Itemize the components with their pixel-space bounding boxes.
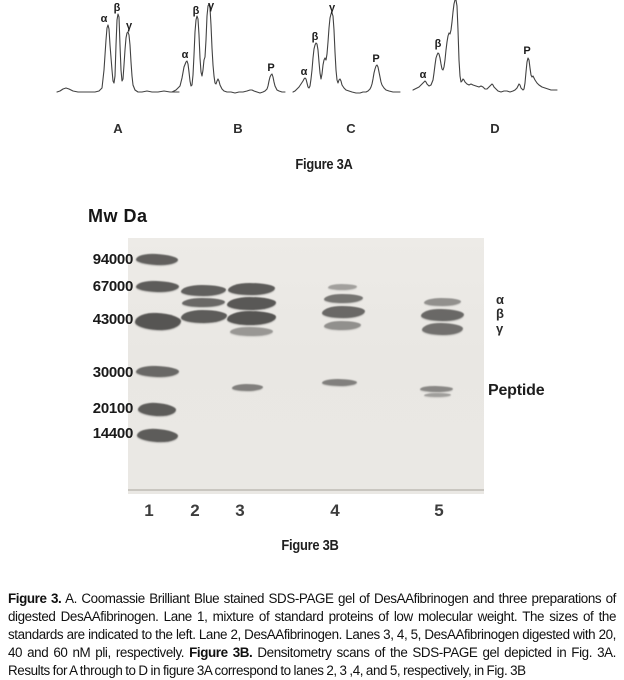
lane-number-4: 4 xyxy=(330,501,340,520)
lane-number-2: 2 xyxy=(190,501,200,520)
peak-label: α xyxy=(181,49,189,61)
figure-caption xyxy=(8,590,616,680)
mw-marker-label: 20100 xyxy=(92,400,133,417)
chain-label: β xyxy=(496,306,504,321)
trace-letter-a: A xyxy=(113,121,123,136)
caption-bold-segment: Figure 3B. xyxy=(189,645,253,661)
densitometry-trace-a xyxy=(57,14,179,92)
caption-text-segment: A. Coomassie Brilliant Blue stained SDS-PAGE gel of DesAAfibrinogen and three preparations of digested DesAAfibrinogen. Lane 1, mixture of standard proteins of low molecular weight. The sizes of the standards are indicated to the left. Lane 2, DesAAfibrinogen. Lanes 3, 4, 5, DesAAfibrinogen digested with 20, 40 and 60 nM pli, respectively. xyxy=(8,591,616,661)
mw-marker-label: 14400 xyxy=(92,425,133,442)
densitometry-trace-b xyxy=(172,4,285,93)
densitometry-trace-c xyxy=(293,13,400,93)
mw-marker-label: 43000 xyxy=(92,311,133,328)
gel-bottom-edge xyxy=(128,489,484,491)
peak-label: β xyxy=(192,5,200,17)
mw-marker-label: 94000 xyxy=(92,251,133,268)
gel-image xyxy=(128,238,484,494)
caption-bold-segment: Figure 3. xyxy=(8,591,62,607)
peak-label: P xyxy=(267,62,275,74)
lane-number-1: 1 xyxy=(144,501,154,520)
mw-marker-label: 67000 xyxy=(92,278,133,295)
peak-label: γ xyxy=(207,0,215,12)
chain-label: γ xyxy=(496,321,504,336)
mw-marker-label: 30000 xyxy=(92,364,133,381)
peak-label: α xyxy=(419,69,427,81)
densitometry-scan-panel xyxy=(0,0,624,175)
chain-label: α xyxy=(496,292,504,307)
peak-label: P xyxy=(372,53,380,65)
peak-label: α xyxy=(100,13,108,25)
lane-number-3: 3 xyxy=(235,501,245,520)
peptide-label: Peptide xyxy=(488,382,545,399)
caption-text-segment: Densitometry scans of the SDS-PAGE gel depicted in Fig. 3A. Results for A through to D in figure 3A correspond to lanes 2, 3 ,4, and 5, respectively, in Fig. 3B xyxy=(8,645,616,679)
trace-letter-d: D xyxy=(490,121,500,136)
lane-number-5: 5 xyxy=(434,501,444,520)
figure-3a-label: Figure 3A xyxy=(295,156,353,173)
peak-label: β xyxy=(434,38,442,50)
peak-label: γ xyxy=(328,2,336,14)
peak-label: β xyxy=(113,2,121,14)
mw-unit-label: Mw Da xyxy=(88,206,148,226)
trace-letter-b: B xyxy=(233,121,243,136)
peak-label: γ xyxy=(125,20,133,32)
peak-label: α xyxy=(300,66,308,78)
trace-letter-c: C xyxy=(346,121,356,136)
peak-label: P xyxy=(523,45,531,57)
figure-3b-label: Figure 3B xyxy=(281,537,339,554)
peak-label: β xyxy=(311,31,319,43)
